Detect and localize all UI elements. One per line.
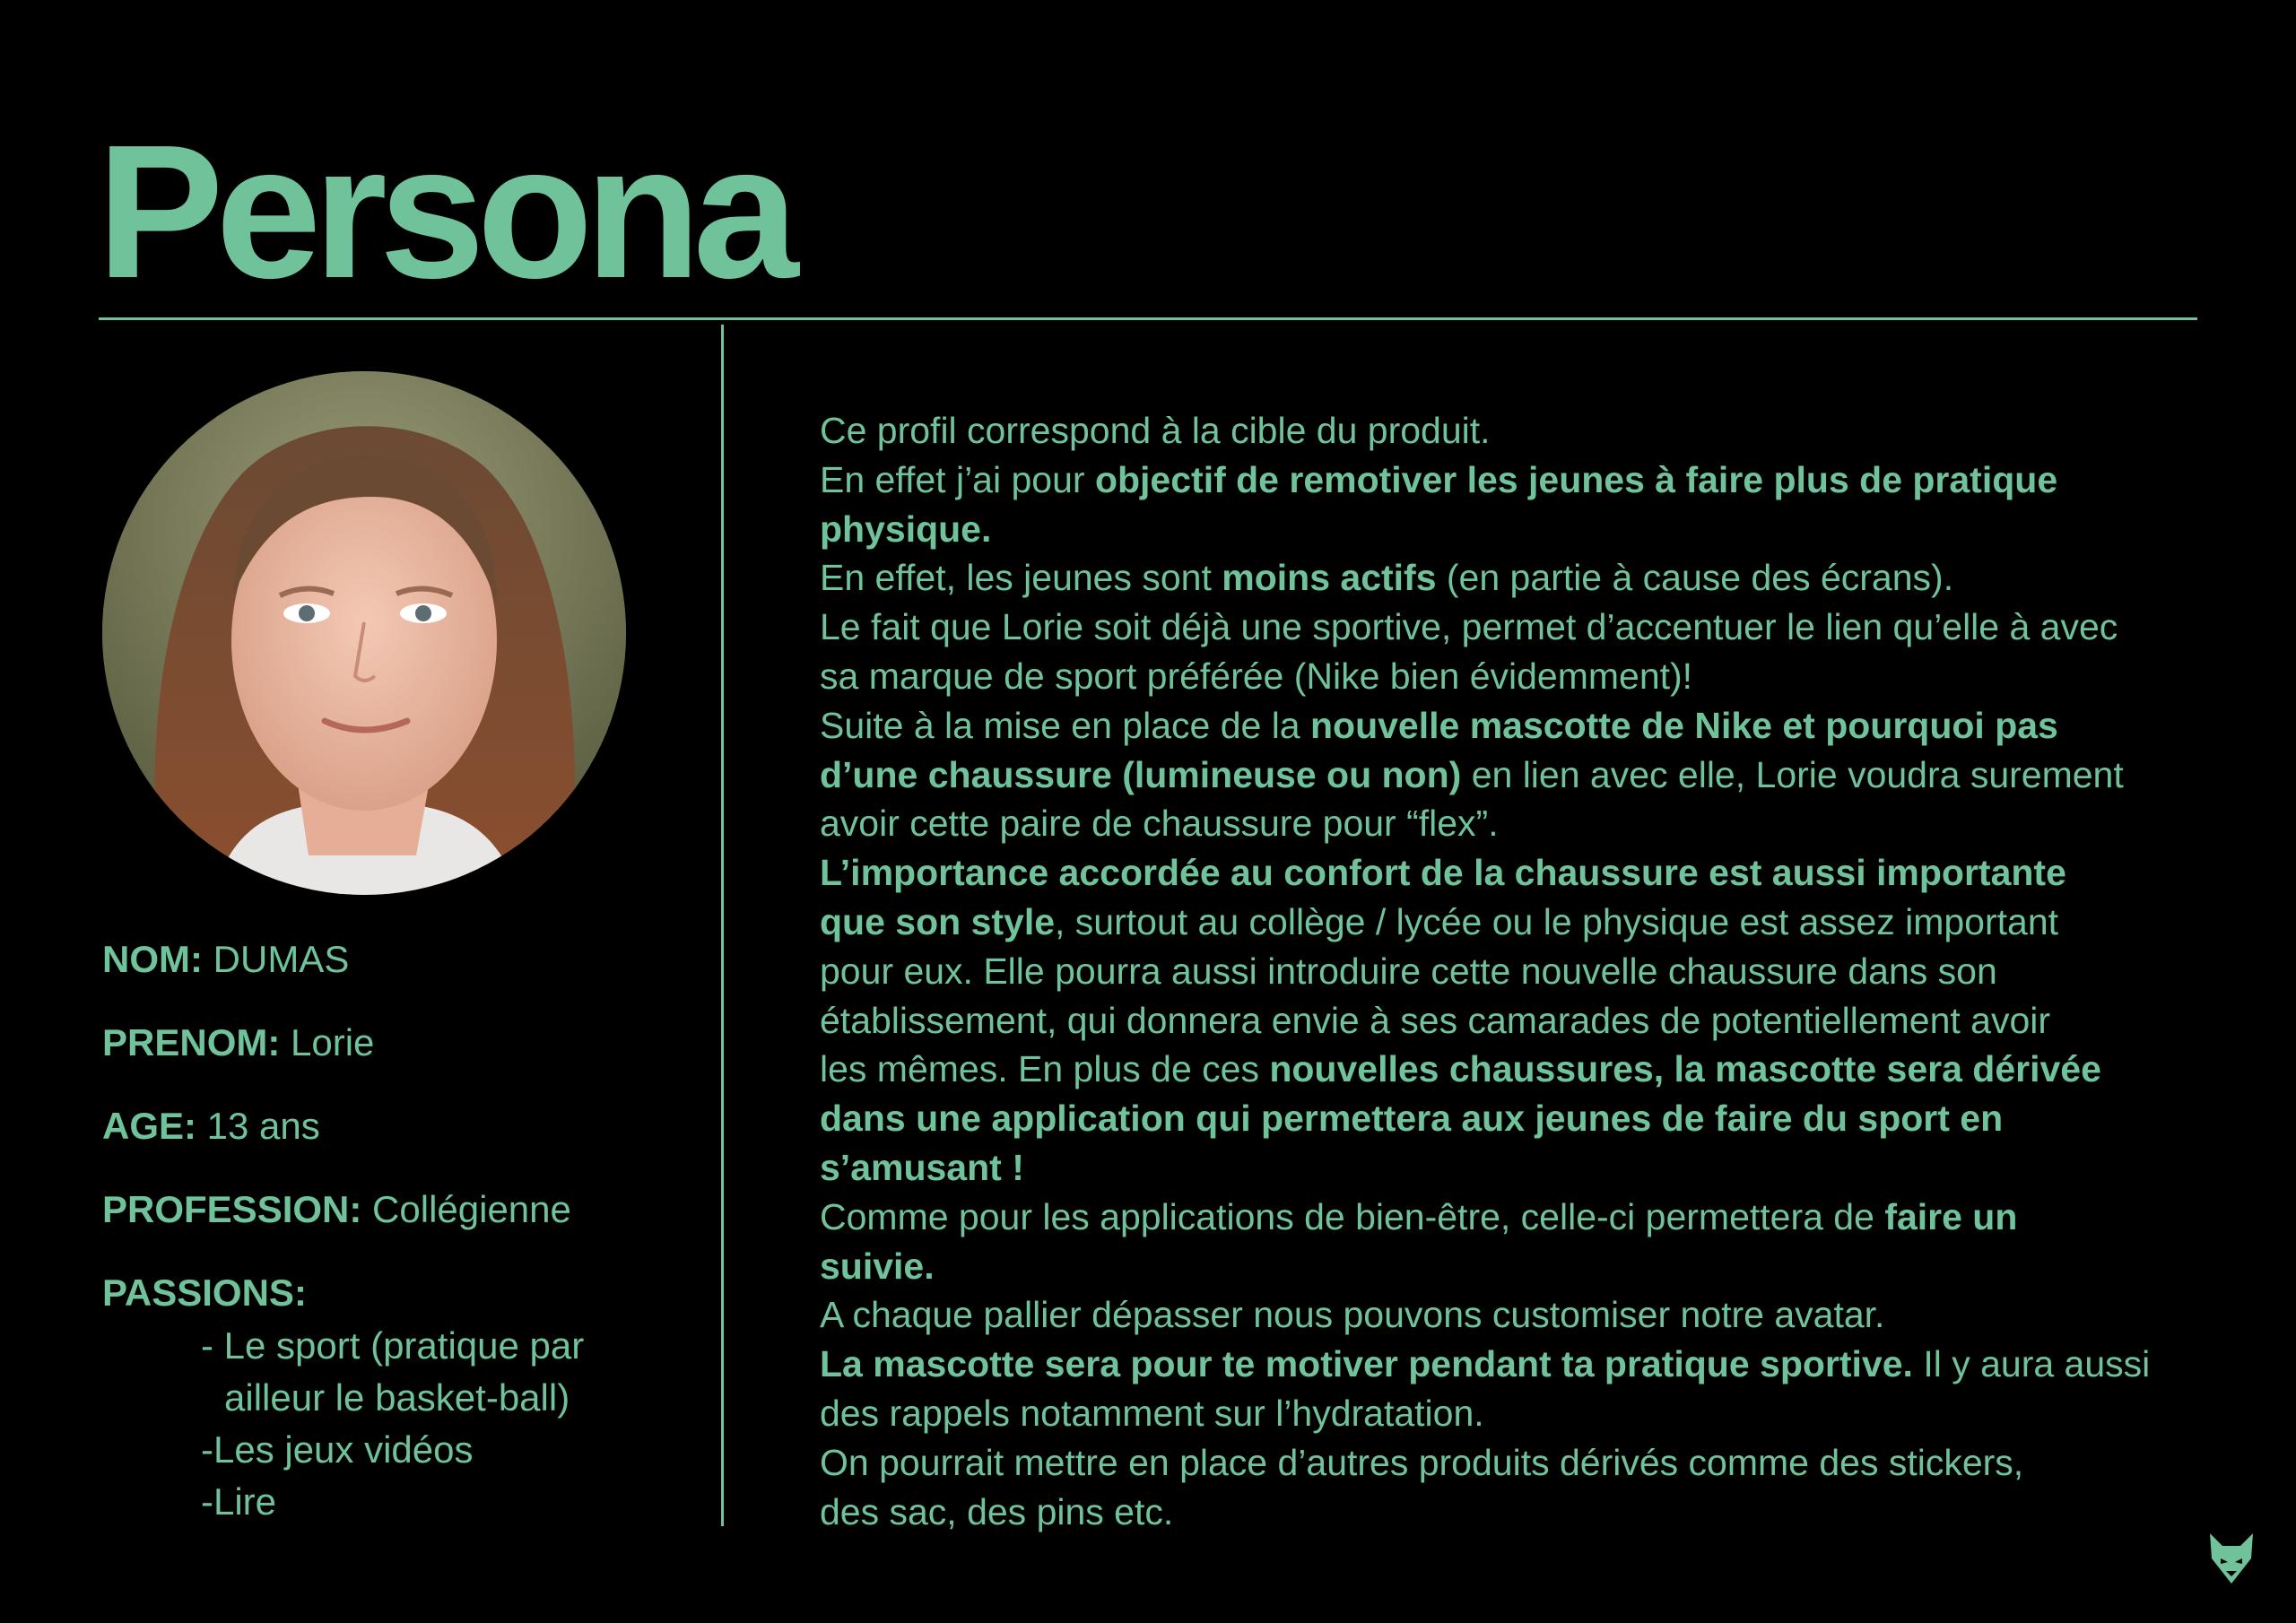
description-line	[820, 1438, 2201, 1488]
identity-nom	[102, 933, 676, 986]
wolf-logo-icon	[2205, 1526, 2258, 1589]
description-line	[820, 1193, 2201, 1242]
column-divider	[721, 325, 724, 1526]
description-text: Ce profil correspond à la cible du produit.	[820, 410, 1491, 451]
identity-prenom	[102, 1016, 676, 1070]
description-emphasis: s’amusant !	[820, 1146, 1024, 1188]
description-line	[820, 553, 2201, 603]
description-emphasis: La mascotte sera pour te motiver pendant ta pratique sportive.	[820, 1343, 1913, 1385]
description-text: A chaque pallier dépasser nous pouvons customiser notre avatar.	[820, 1294, 1885, 1336]
description-line	[820, 603, 2201, 652]
description-emphasis: moins actifs	[1222, 557, 1437, 599]
description-text: avoir cette paire de chaussure pour “flex”.	[820, 803, 1499, 845]
description-text: établissement, qui donnera envie à ses camarades de potentiellement avoir	[820, 999, 2051, 1041]
description-text: Il y aura aussi	[1912, 1343, 2151, 1385]
description-text: des rappels notamment sur l’hydratation.	[820, 1392, 1484, 1434]
list-item: ailleur le basket-ball)	[224, 1376, 570, 1419]
description-text: En effet j’ai pour	[820, 458, 1095, 500]
description-line	[820, 1094, 2201, 1143]
title-divider	[99, 317, 2197, 320]
description-line	[820, 996, 2201, 1046]
description-text: sa marque de sport préférée (Nike bien évidemment)!	[820, 655, 1693, 697]
description-line	[820, 898, 2201, 947]
description-text: Comme pour les applications de bien-être, celle-ci permettera de	[820, 1195, 1885, 1237]
description-emphasis: dans une application qui permettera aux jeunes de faire du sport en	[820, 1098, 2004, 1140]
description-text: des sac, des pins etc.	[820, 1490, 1174, 1532]
description-emphasis: nouvelles chaussures, la mascotte sera dérivée	[1269, 1048, 2101, 1090]
identity-profession	[102, 1183, 676, 1237]
description-line	[820, 1340, 2201, 1389]
description-line	[820, 1045, 2201, 1094]
description-emphasis: suivie.	[820, 1245, 935, 1287]
passions-list	[102, 1320, 676, 1528]
description-text: en lien avec elle, Lorie voudra surement	[1461, 753, 2124, 795]
description-line	[820, 505, 2201, 554]
description-text: Le fait que Lorie soit déjà une sportive, permet d’accentuer le lien qu’elle à avec	[820, 606, 2118, 648]
profession-value: Collégienne	[372, 1188, 571, 1230]
description-line	[820, 799, 2201, 848]
page-title: Persona	[97, 105, 791, 317]
passions-label: PASSIONS:	[102, 1271, 307, 1314]
list-item: -Lire	[201, 1480, 277, 1523]
description-line	[820, 406, 2201, 456]
list-item: - Le sport (pratique par	[201, 1324, 585, 1367]
description-line	[820, 1290, 2201, 1340]
description-text: (en partie à cause des écrans).	[1436, 557, 1954, 599]
description-line	[820, 1389, 2201, 1438]
description-text: En effet, les jeunes sont	[820, 557, 1222, 599]
description-emphasis: L’importance accordée au confort de la chaussure est aussi importante	[820, 852, 2066, 894]
description-text: Suite à la mise en place de la	[820, 704, 1310, 746]
description-emphasis: physique.	[820, 508, 992, 550]
description-line	[820, 848, 2201, 898]
nom-label: NOM:	[102, 938, 203, 980]
age-value: 13 ans	[206, 1105, 320, 1147]
description-emphasis: nouvelle mascotte de Nike et pourquoi pas	[1310, 704, 2058, 746]
profession-label: PROFESSION:	[102, 1188, 362, 1230]
description-emphasis: d’une chaussure (lumineuse ou non)	[820, 753, 1462, 795]
persona-description	[820, 406, 2201, 1536]
description-text: , surtout au collège / lycée ou le physique est assez important	[1055, 900, 2059, 942]
prenom-label: PRENOM:	[102, 1021, 281, 1063]
age-label: AGE:	[102, 1105, 196, 1147]
description-line	[820, 652, 2201, 701]
identity-passions	[102, 1266, 676, 1320]
description-line	[820, 1242, 2201, 1291]
description-line	[820, 1488, 2201, 1537]
nom-value: DUMAS	[213, 938, 350, 980]
description-emphasis: objectif de remotiver les jeunes à faire plus de pratique	[1094, 458, 2058, 500]
list-item: -Les jeux vidéos	[201, 1428, 474, 1471]
description-emphasis: que son style	[820, 900, 1056, 942]
description-emphasis: faire un	[1884, 1195, 2018, 1237]
prenom-value: Lorie	[291, 1021, 375, 1063]
description-text: pour eux. Elle pourra aussi introduire cette nouvelle chaussure dans son	[820, 950, 1997, 992]
description-text: les mêmes. En plus de ces	[820, 1048, 1270, 1090]
description-text: On pourrait mettre en place d’autres produits dérivés comme des stickers,	[820, 1441, 2024, 1483]
description-line	[820, 456, 2201, 505]
portrait-photo	[102, 371, 626, 895]
description-line	[820, 947, 2201, 996]
identity-age	[102, 1099, 676, 1153]
description-line	[820, 1143, 2201, 1193]
identity-panel	[102, 933, 676, 1528]
description-line	[820, 701, 2201, 751]
description-line	[820, 751, 2201, 800]
